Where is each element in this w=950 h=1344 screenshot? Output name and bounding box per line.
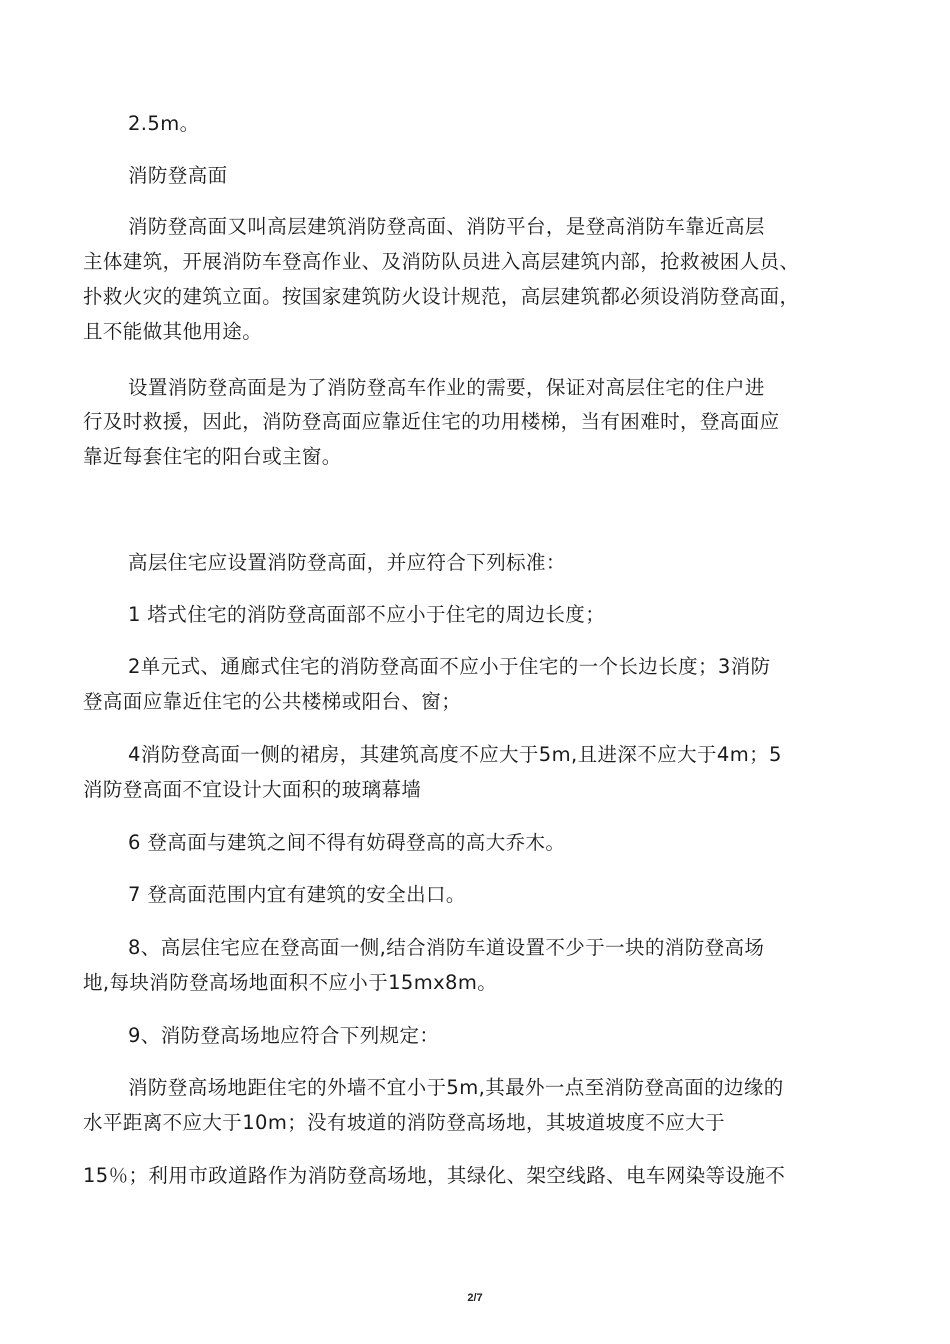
- text-line: 15％；利用市政道路作为消防登高场地，其绿化、架空线路、电车网染等设施不: [83, 1164, 786, 1187]
- text-line: 扑救火灾的建筑立面。按国家建筑防火设计规范，高层建筑都必须设消防登高面，: [83, 285, 800, 308]
- page-number: 2/7: [467, 1292, 483, 1304]
- text-line: 高层住宅应设置消防登高面，并应符合下列标准：: [128, 551, 566, 574]
- text-line: 行及时救援，因此，消防登高面应靠近住宅的功用楼梯，当有困难时，登高面应: [83, 410, 780, 433]
- text-line: 消防登高面不宜设计大面积的玻璃幕墙: [83, 778, 422, 801]
- list-item: 4消防登高面一侧的裙房，其建筑高度不应大于5m,且进深不应大于4m；5: [128, 743, 782, 766]
- list-item: 1 塔式住宅的消防登高面部不应小于住宅的周边长度；: [128, 603, 606, 626]
- text-line: 且不能做其他用途。: [83, 320, 263, 343]
- list-item: 9、消防登高场地应符合下列规定：: [128, 1024, 440, 1047]
- text-line: 消防登高面又叫高层建筑消防登高面、消防平台，是登高消防车靠近高层: [128, 215, 765, 238]
- text-line: 设置消防登高面是为了消防登高车作业的需要，保证对高层住宅的住户进: [128, 376, 765, 399]
- text-line: 登高面应靠近住宅的公共楼梯或阳台、窗；: [83, 690, 462, 713]
- text-line: 地,每块消防登高场地面积不应小于15mx8m。: [83, 971, 498, 994]
- text-line: 水平距离不应大于10m；没有坡道的消防登高场地，其坡道坡度不应大于: [83, 1111, 726, 1134]
- list-item: 7 登高面范围内宜有建筑的安全出口。: [128, 883, 466, 906]
- text-line: 消防登高场地距住宅的外墙不宜小于5m,其最外一点至消防登高面的边缘的: [128, 1076, 784, 1099]
- text-line: 靠近每套住宅的阳台或主窗。: [83, 445, 342, 468]
- text-line: 主体建筑，开展消防车登高作业、及消防队员进入高层建筑内部，抢救被困人员、: [83, 250, 800, 273]
- text-line: 2.5m。: [128, 112, 200, 135]
- list-item: 6 登高面与建筑之间不得有妨碍登高的高大乔木。: [128, 831, 566, 854]
- list-item: 2单元式、通廊式住宅的消防登高面不应小于住宅的一个长边长度；3消防: [128, 655, 771, 678]
- section-heading: 消防登高面: [128, 164, 228, 187]
- list-item: 8、高层住宅应在登高面一侧,结合消防车道设置不少于一块的消防登高场: [128, 936, 765, 959]
